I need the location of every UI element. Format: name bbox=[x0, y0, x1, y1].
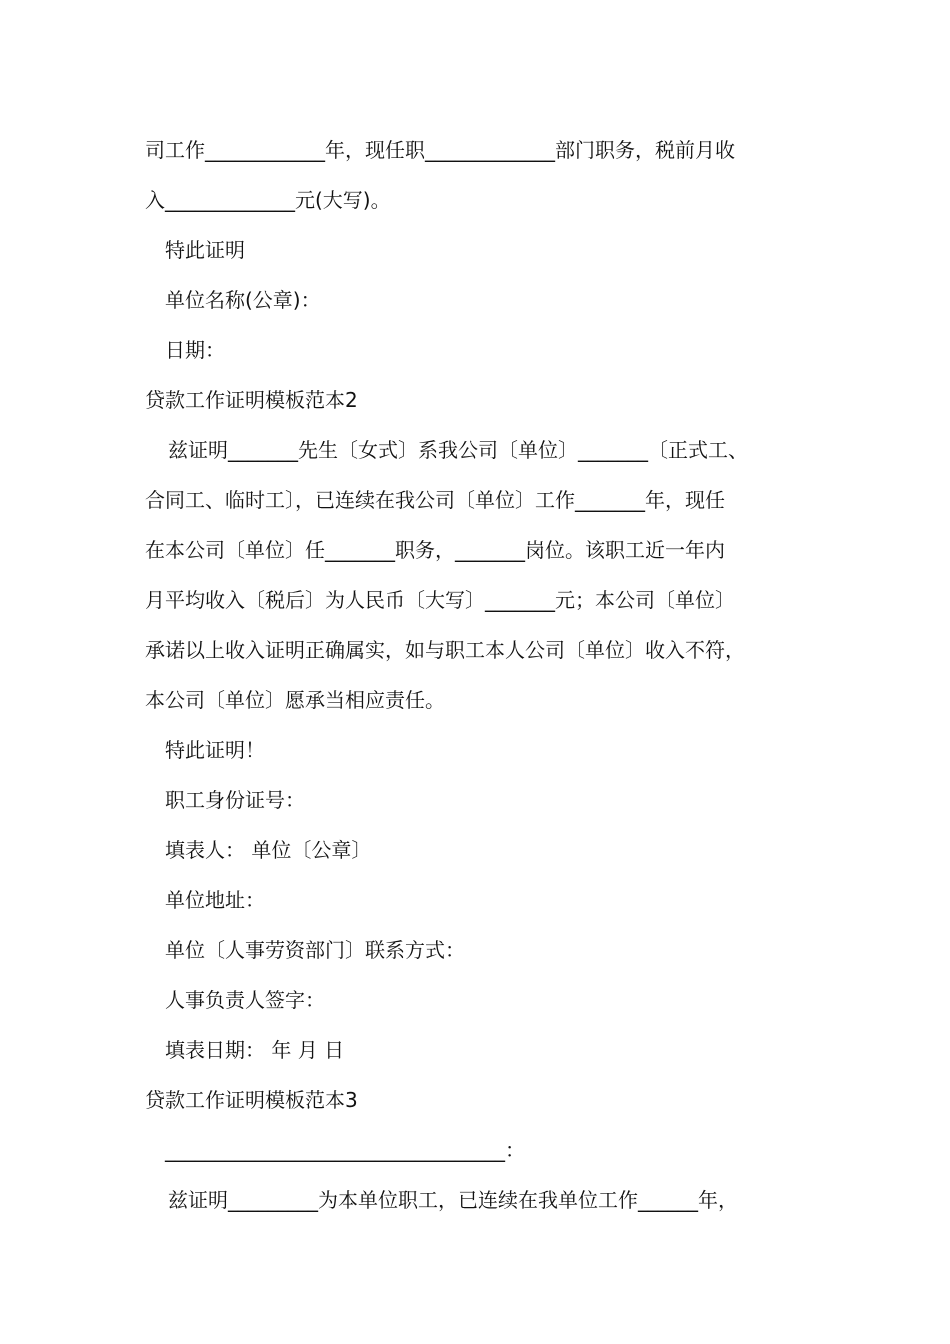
text-line-13: 特此证明！ bbox=[165, 738, 265, 762]
text-line-3: 特此证明 bbox=[165, 238, 245, 262]
text-line-2: 入_____________元(大写)。 bbox=[145, 188, 391, 212]
text-line-22: 兹证明_________为本单位职工，已连续在我单位工作______年， bbox=[168, 1188, 738, 1212]
text-line-15: 填表人： 单位〔公章〕 bbox=[165, 838, 372, 862]
text-line-11: 承诺以上收入证明正确属实，如与职工本人公司〔单位〕收入不符， bbox=[145, 638, 745, 662]
text-line-8: 合同工、临时工〕，已连续在我公司〔单位〕工作_______年，现任 bbox=[145, 488, 725, 512]
text-line-4: 单位名称(公章)： bbox=[165, 288, 321, 312]
section-title-3: 贷款工作证明模板范本3 bbox=[145, 1088, 358, 1112]
text-line-12: 本公司〔单位〕愿承当相应责任。 bbox=[145, 688, 445, 712]
text-line-9: 在本公司〔单位〕任_______职务，_______岗位。该职工近一年内 bbox=[145, 538, 725, 562]
text-line-7: 兹证明_______先生〔女式〕系我公司〔单位〕_______〔正式工、 bbox=[168, 438, 748, 462]
text-line-16: 单位地址： bbox=[165, 888, 265, 912]
text-line-18: 人事负责人签字： bbox=[165, 988, 325, 1012]
section-title-2: 贷款工作证明模板范本2 bbox=[145, 388, 358, 412]
text-line-5: 日期： bbox=[165, 338, 225, 362]
text-line-21: __________________________________： bbox=[165, 1138, 525, 1162]
text-line-19: 填表日期： 年 月 日 bbox=[165, 1038, 345, 1062]
text-line-10: 月平均收入〔税后〕为人民币〔大写〕_______元；本公司〔单位〕 bbox=[145, 588, 735, 612]
text-line-14: 职工身份证号： bbox=[165, 788, 305, 812]
text-line-17: 单位〔人事劳资部门〕联系方式： bbox=[165, 938, 465, 962]
text-line-1: 司工作____________年，现任职_____________部门职务，税前月收 bbox=[145, 138, 735, 162]
